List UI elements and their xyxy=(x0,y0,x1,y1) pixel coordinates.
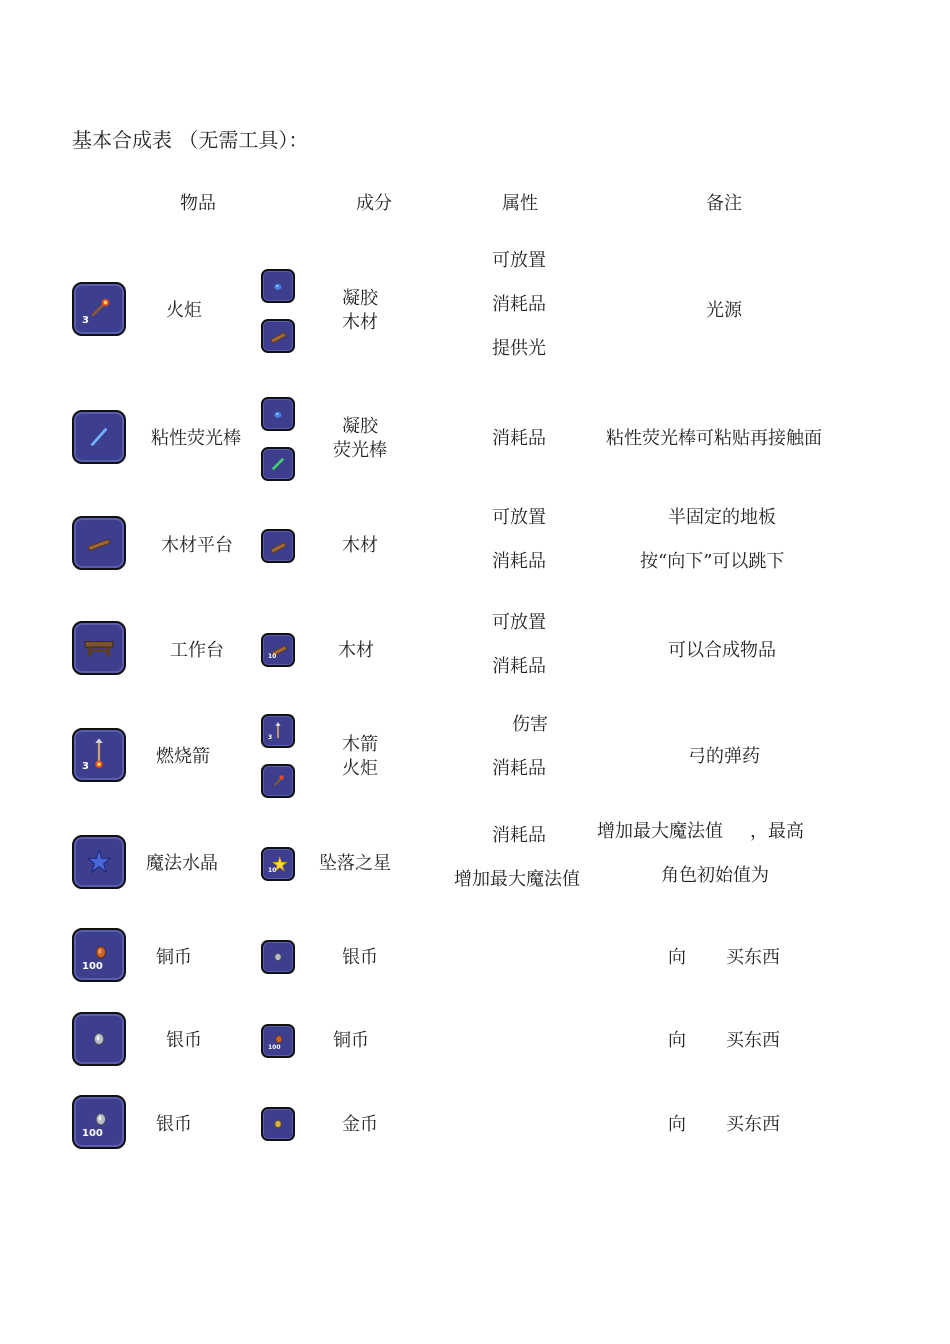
page-title: 基本合成表 （无需工具）： xyxy=(72,128,309,152)
gel-icon xyxy=(263,399,293,429)
item-name: 银币 xyxy=(166,1030,202,1051)
wooden-arrow-icon xyxy=(263,716,293,746)
item-count: 100 xyxy=(82,961,103,972)
wood-icon xyxy=(263,635,293,665)
ingredient-name: 木箭 xyxy=(342,734,378,755)
property: 消耗品 xyxy=(492,758,546,779)
header-item: 物品 xyxy=(180,193,216,214)
ingredient-name: 荧光棒 xyxy=(333,440,387,461)
ingredient-name: 木材 xyxy=(342,535,378,556)
ingredient-name: 银币 xyxy=(342,947,378,968)
gold-coin-icon xyxy=(263,1109,293,1139)
item-count: 3 xyxy=(82,315,89,326)
ingredient-name: 凝胶 xyxy=(342,416,378,437)
header-notes: 备注 xyxy=(706,193,742,214)
property: 增加最大魔法值 xyxy=(454,869,580,890)
item-slot xyxy=(72,1095,126,1149)
item-name: 工作台 xyxy=(170,640,224,661)
torch-icon xyxy=(263,766,293,796)
torch-icon xyxy=(74,284,124,334)
item-name: 粘性荧光棒 xyxy=(151,428,241,449)
ingredient-slot xyxy=(261,847,295,881)
item-slot xyxy=(72,835,126,889)
ingredient-slot xyxy=(261,764,295,798)
note: 可以合成物品 xyxy=(668,640,776,661)
ingredient-name: 坠落之星 xyxy=(319,853,391,874)
ingredient-slot xyxy=(261,940,295,974)
item-name: 银币 xyxy=(156,1114,192,1135)
property: 可放置 xyxy=(492,507,546,528)
property: 可放置 xyxy=(492,612,546,633)
ingredient-count: 10 xyxy=(268,867,277,874)
workbench-icon xyxy=(74,623,124,673)
ingredient-slot xyxy=(261,633,295,667)
item-name: 火炬 xyxy=(166,300,202,321)
property: 消耗品 xyxy=(492,428,546,449)
copper-coin-icon xyxy=(263,1026,293,1056)
note: 光源 xyxy=(706,300,742,321)
ingredient-slot xyxy=(261,397,295,431)
wood-icon xyxy=(263,531,293,561)
ingredient-slot xyxy=(261,319,295,353)
item-slot xyxy=(72,621,126,675)
ingredient-name: 木材 xyxy=(338,640,374,661)
wood-platform-icon xyxy=(74,518,124,568)
note: 买东西 xyxy=(726,1030,780,1051)
ingredient-name: 铜币 xyxy=(333,1030,369,1051)
item-name: 铜币 xyxy=(156,947,192,968)
gel-icon xyxy=(263,271,293,301)
item-slot xyxy=(72,516,126,570)
ingredient-name: 凝胶 xyxy=(342,288,378,309)
property: 消耗品 xyxy=(492,656,546,677)
ingredient-slot xyxy=(261,269,295,303)
note: 半固定的地板 xyxy=(668,507,776,528)
ingredient-count: 100 xyxy=(268,1044,281,1051)
property: 消耗品 xyxy=(492,294,546,315)
ingredient-name: 木材 xyxy=(342,312,378,333)
note: 角色初始值为 xyxy=(661,865,769,886)
item-slot xyxy=(72,410,126,464)
copper-coin-icon xyxy=(74,930,124,980)
note: 向 xyxy=(668,947,686,968)
item-count: 3 xyxy=(82,761,89,772)
note: 买东西 xyxy=(726,1114,780,1135)
header-properties: 属性 xyxy=(502,193,538,214)
ingredient-slot xyxy=(261,1107,295,1141)
item-name: 燃烧箭 xyxy=(156,746,210,767)
note: 弓的弹药 xyxy=(688,746,760,767)
note: 向 xyxy=(668,1114,686,1135)
silver-coin-icon xyxy=(74,1097,124,1147)
note: 增加最大魔法值 xyxy=(597,821,723,842)
property: 伤害 xyxy=(512,714,548,735)
ingredient-name: 火炬 xyxy=(342,758,378,779)
note: 向 xyxy=(668,1030,686,1051)
ingredient-slot xyxy=(261,1024,295,1058)
sticky-glowstick-icon xyxy=(74,412,124,462)
item-slot xyxy=(72,282,126,336)
fallen-star-icon xyxy=(263,849,293,879)
ingredient-slot xyxy=(261,447,295,481)
note: 买东西 xyxy=(726,947,780,968)
note: 粘性荧光棒可粘贴再接触面 xyxy=(606,428,822,449)
item-slot xyxy=(72,728,126,782)
property: 提供光 xyxy=(492,338,546,359)
item-name: 木材平台 xyxy=(161,535,233,556)
note: ，最高 xyxy=(750,821,804,842)
note: 按“向下”可以跳下 xyxy=(640,551,785,572)
item-count: 100 xyxy=(82,1128,103,1139)
ingredient-count: 10 xyxy=(268,653,277,660)
silver-coin-icon xyxy=(74,1014,124,1064)
mana-crystal-icon xyxy=(74,837,124,887)
property: 消耗品 xyxy=(492,825,546,846)
property: 消耗品 xyxy=(492,551,546,572)
wood-icon xyxy=(263,321,293,351)
property: 可放置 xyxy=(492,250,546,271)
flaming-arrow-icon xyxy=(74,730,124,780)
header-ingredients: 成分 xyxy=(356,193,392,214)
ingredient-name: 金币 xyxy=(342,1114,378,1135)
item-slot xyxy=(72,1012,126,1066)
item-name: 魔法水晶 xyxy=(146,853,218,874)
ingredient-count: 3 xyxy=(268,734,273,741)
ingredient-slot xyxy=(261,714,295,748)
silver-coin-icon xyxy=(263,942,293,972)
item-slot xyxy=(72,928,126,982)
ingredient-slot xyxy=(261,529,295,563)
glowstick-icon xyxy=(263,449,293,479)
